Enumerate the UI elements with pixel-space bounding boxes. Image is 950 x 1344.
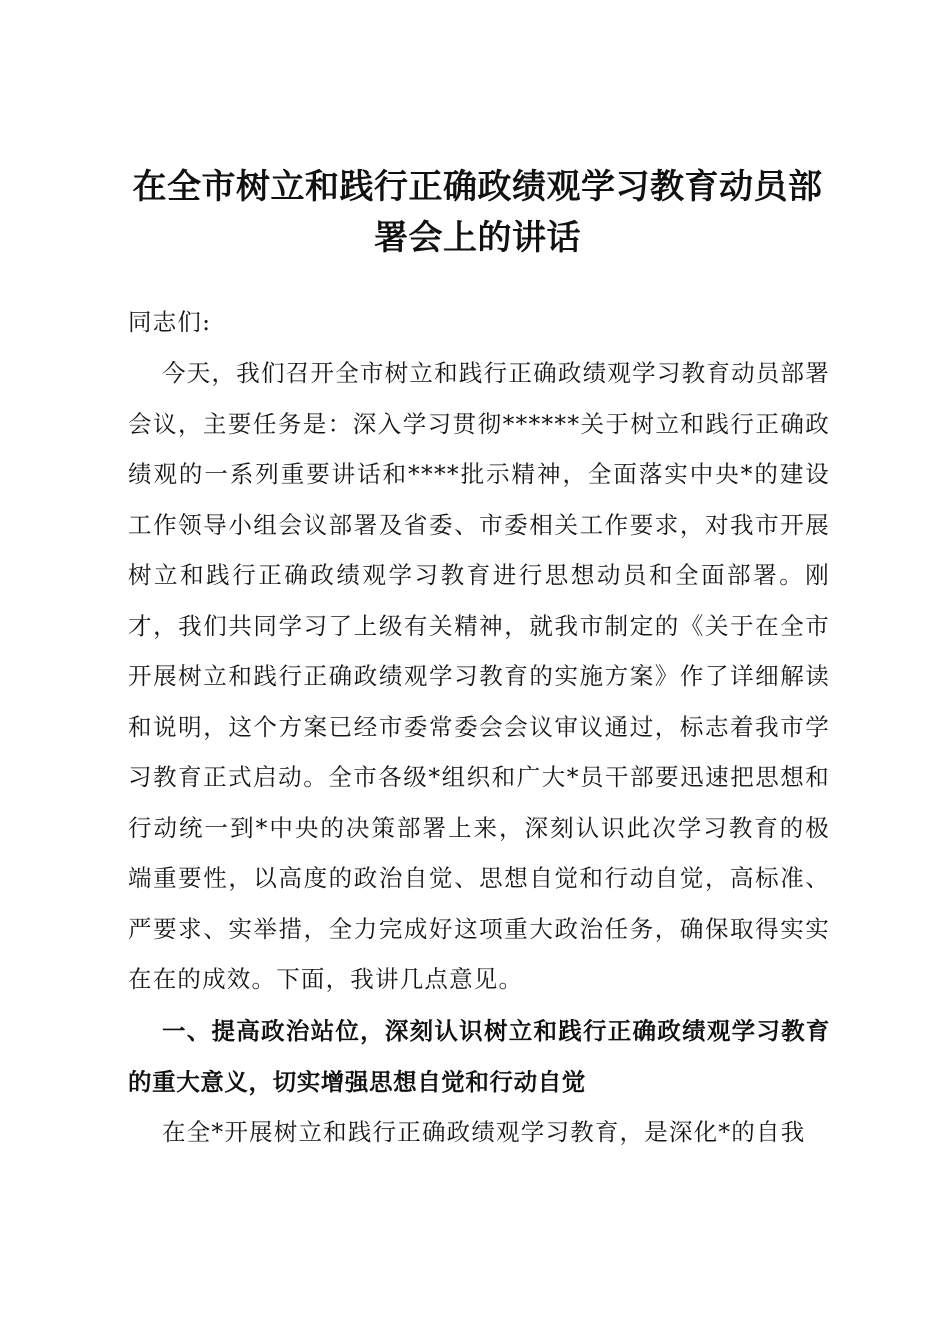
paragraph-section-1: 在全*开展树立和践行正确政绩观学习教育，是深化*的自我	[162, 1118, 806, 1146]
document-title: 在全市树立和践行正确政绩观学习教育动员部署会上的讲话	[132, 167, 823, 258]
paragraph-intro: 今天，我们召开全市树立和践行正确政绩观学习教育动员部署会议，主要任务是：深入学习贯彻******关于树立和践行正确政绩观的一系列重要讲话和****批示精神，全面落实中央*的建设工作领导小组会议部署及省委、市委相关工作要求，对我市开展树立和践行正确政绩观学习教育进行思想动员和全面部署。刚才，我们共同学习了上级有关精神，就我市制定的《关于在全市开展树立和践行正确政绩观学习教育的实施方案》作了详细解读和说明，这个方案已经市委常委会会议审议通过，标志着我市学习教育正式启动。全市各级*组织和广大*员干部要迅速把思想和行动统一到*中央的决策部署上来，深刻认识此次学习教育的极端重要性，以高度的政治自觉、思想自觉和行动自觉，高标准、严要求、实举措，全力完成好这项重大政治任务，确保取得实实在在的成效。下面，我讲几点意见。	[128, 359, 830, 993]
section-heading-1: 一、提高政治站位，深刻认识树立和践行正确政绩观学习教育的重大意义，切实增强思想自觉和行动自觉	[128, 1017, 830, 1096]
salutation: 同志们:	[128, 308, 212, 336]
